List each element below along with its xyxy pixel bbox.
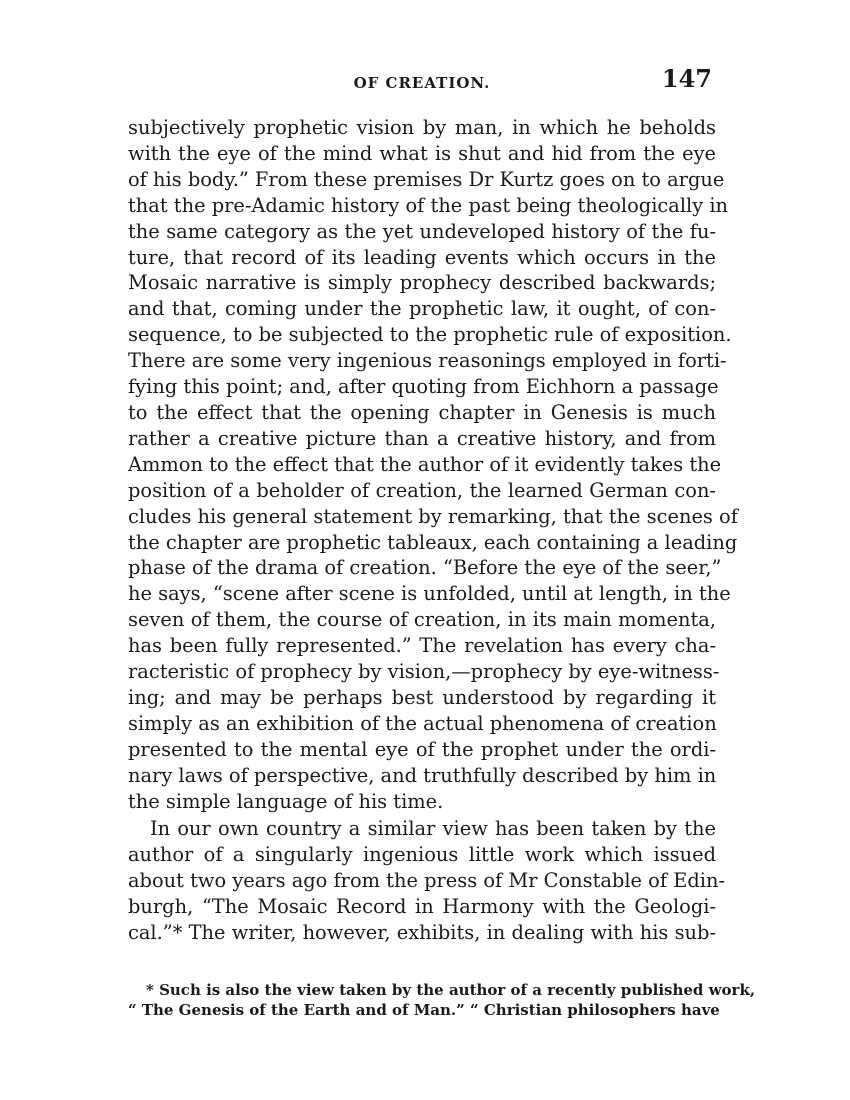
paragraph-2 (128, 816, 726, 946)
footnote (128, 980, 756, 1020)
running-head: OF CREATION. (353, 74, 491, 92)
text-line: he says, “scene after scene is unfolded, until at length, in the (128, 582, 731, 606)
text-line: ing; and may be perhaps best understood by regarding it (128, 685, 716, 709)
footnote-line: “ The Genesis of the Earth and of Man.” “ Christian philosophers have (128, 1001, 720, 1019)
text-line: position of a beholder of creation, the learned German con- (128, 478, 716, 502)
text-line: fying this point; and, after quoting from Eichhorn a passage (128, 375, 719, 399)
text-line: In our own country a similar view has been taken by the (150, 817, 716, 841)
text-line: nary laws of perspective, and truthfully described by him in (128, 763, 717, 787)
text-line: burgh, “The Mosaic Record in Harmony with the Geologi- (128, 895, 716, 919)
text-line: Mosaic narrative is simply prophecy described backwards; (128, 271, 716, 295)
text-line: simply as an exhibition of the actual phenomena of creation (128, 711, 717, 735)
text-line: subjectively prophetic vision by man, in which he beholds (128, 116, 716, 139)
body-text (128, 115, 738, 946)
text-line: seven of them, the course of creation, in its main momenta, (128, 608, 716, 632)
text-line: ture, that record of its leading events which occurs in the (128, 245, 716, 269)
text-line: cludes his general statement by remarking, that the scenes of (128, 504, 738, 528)
text-line: that the pre-Adamic history of the past being theologically in (128, 193, 729, 217)
page-number: 147 (661, 64, 712, 93)
text-line: phase of the drama of creation. “Before the eye of the seer,” (128, 556, 722, 580)
text-line: the simple language of his time. (128, 789, 444, 813)
text-line: Ammon to the effect that the author of it evidently takes the (128, 452, 722, 476)
text-line: racteristic of prophecy by vision,—prophecy by eye-witness- (128, 660, 720, 684)
footnote-line: * Such is also the view taken by the author of a recently published work, (146, 981, 756, 999)
paragraph-1 (128, 115, 738, 814)
text-line: presented to the mental eye of the prophet under the ordi- (128, 737, 716, 761)
text-line: sequence, to be subjected to the prophetic rule of exposition. (128, 323, 732, 347)
text-line: and that, coming under the prophetic law, it ought, of con- (128, 297, 716, 321)
text-line: rather a creative picture than a creative history, and from (128, 426, 716, 450)
text-line: the chapter are prophetic tableaux, each containing a leading (128, 530, 738, 554)
text-line: to the effect that the opening chapter in Genesis is much (128, 400, 716, 424)
text-line: of his body.” From these premises Dr Kurtz goes on to argue (128, 167, 725, 191)
text-line: author of a singularly ingenious little work which issued (128, 843, 716, 867)
text-line: cal.”* The writer, however, exhibits, in dealing with his sub- (128, 921, 716, 945)
text-line: about two years ago from the press of Mr Constable of Edin- (128, 869, 726, 893)
text-line: with the eye of the mind what is shut and hid from the eye (128, 141, 716, 165)
text-line: the same category as the yet undeveloped history of the fu- (128, 219, 716, 243)
text-line: has been fully represented.” The revelation has every cha- (128, 634, 716, 658)
text-line: There are some very ingenious reasonings employed in forti- (128, 349, 727, 373)
page-header (128, 64, 716, 98)
